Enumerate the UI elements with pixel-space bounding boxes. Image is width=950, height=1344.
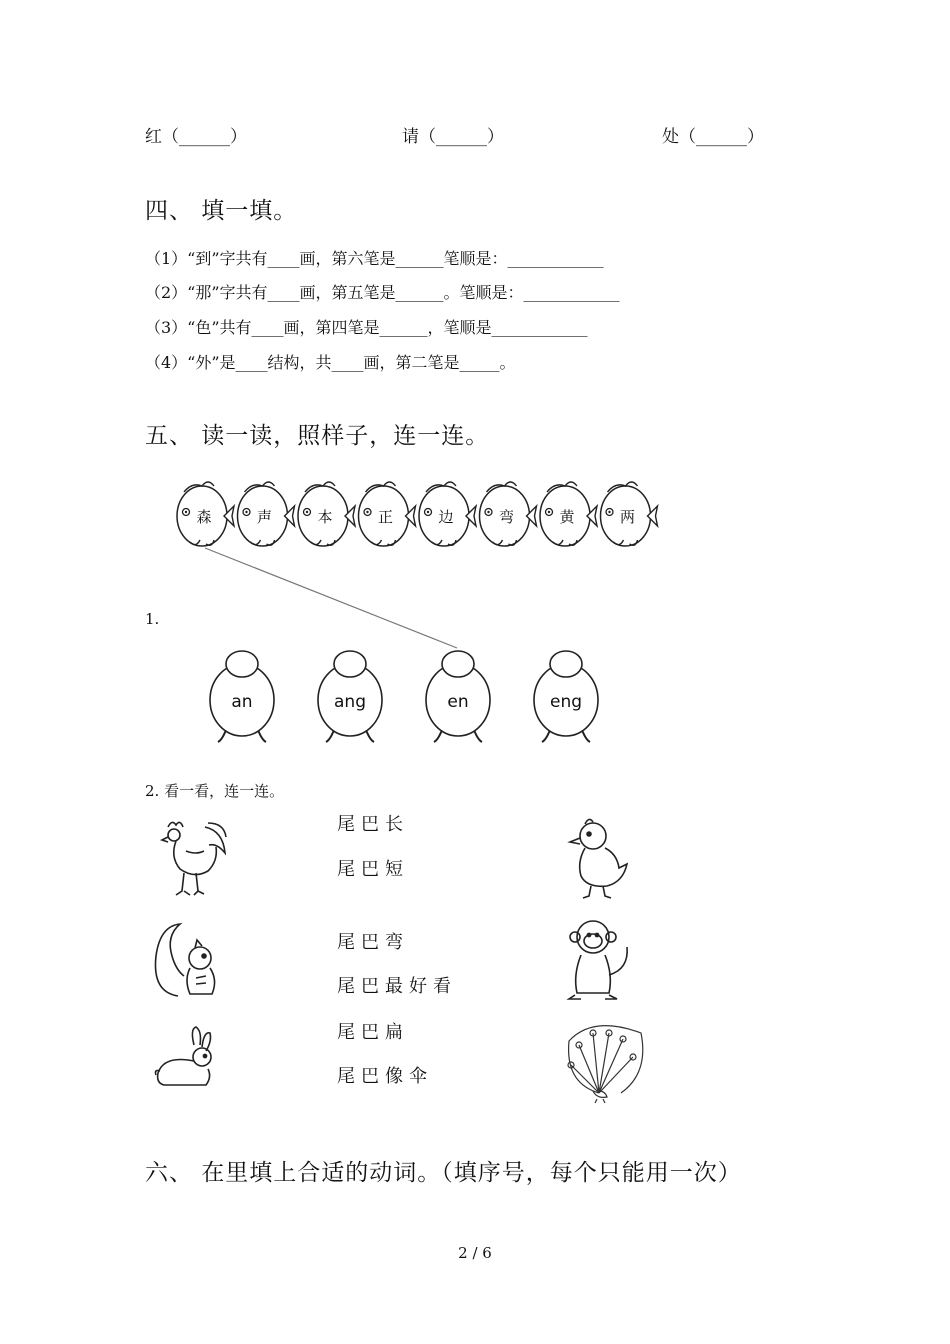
rooster-icon	[150, 815, 230, 900]
tail-phrase-long: 尾巴长	[337, 814, 409, 835]
fish-char: 森	[196, 508, 212, 526]
fish-4	[359, 482, 416, 546]
rabbit-icon	[150, 1025, 230, 1090]
section-6-heading: 六、 在里填上合适的动词。（填序号，每个只能用一次）	[145, 1160, 742, 1186]
page-number: 2 / 6	[458, 1244, 492, 1262]
fish-char: 本	[317, 508, 333, 526]
fill-item-chu: 处（______）	[662, 127, 764, 147]
fish-7	[540, 482, 597, 546]
example-connection-line	[205, 548, 457, 648]
fish-1	[177, 482, 234, 546]
pot-label: en	[447, 692, 469, 712]
fish-char: 两	[619, 508, 636, 526]
fish-5	[419, 482, 476, 546]
fish-char: 黄	[559, 508, 575, 526]
question-4: （4）“外”是____结构，共____画，第二笔是_____。	[145, 353, 516, 372]
fill-item-hong: 红（______）	[145, 127, 247, 147]
matching-diagram	[0, 470, 950, 750]
fish-char: 弯	[498, 508, 515, 526]
pinyin-pot-en	[426, 651, 490, 742]
section-4-heading: 四、 填一填。	[145, 198, 298, 224]
fish-char: 声	[256, 508, 273, 526]
fish-3	[298, 482, 355, 546]
pinyin-pot-ang	[318, 651, 382, 742]
tail-phrase-prettiest: 尾巴最好看	[337, 976, 457, 997]
tail-phrase-short: 尾巴短	[337, 859, 409, 880]
pinyin-pot-an	[210, 651, 274, 742]
question-2: （2）“那”字共有____画，第五笔是______。笔顺是：____________	[145, 283, 620, 302]
tail-phrase-umbrella: 尾巴像伞	[337, 1066, 433, 1087]
fill-item-qing: 请（______）	[402, 127, 504, 147]
section-5-heading: 五、 读一读，照样子，连一连。	[145, 423, 490, 449]
pot-label: ang	[334, 692, 366, 712]
fish-char: 正	[377, 508, 394, 526]
part-2-label: 2. 看一看，连一连。	[145, 782, 285, 800]
pot-label: an	[231, 692, 253, 712]
fish-char: 边	[438, 508, 454, 526]
question-1: （1）“到”字共有____画，第六笔是______笔顺是：____________	[145, 249, 604, 268]
fish-8	[601, 482, 658, 546]
monkey-icon	[563, 915, 638, 1005]
chick-icon	[563, 810, 638, 900]
tail-phrase-curved: 尾巴弯	[337, 932, 409, 953]
fish-6	[480, 482, 537, 546]
pinyin-pot-eng	[534, 651, 598, 742]
fish-2	[238, 482, 295, 546]
squirrel-icon	[150, 918, 230, 1003]
pot-label: eng	[549, 692, 583, 712]
part-1-label: 1.	[145, 610, 160, 628]
peacock-icon	[563, 1015, 648, 1105]
tail-phrase-flat: 尾巴扁	[337, 1022, 409, 1043]
question-3: （3）“色”共有____画，第四笔是______，笔顺是____________	[145, 318, 588, 337]
